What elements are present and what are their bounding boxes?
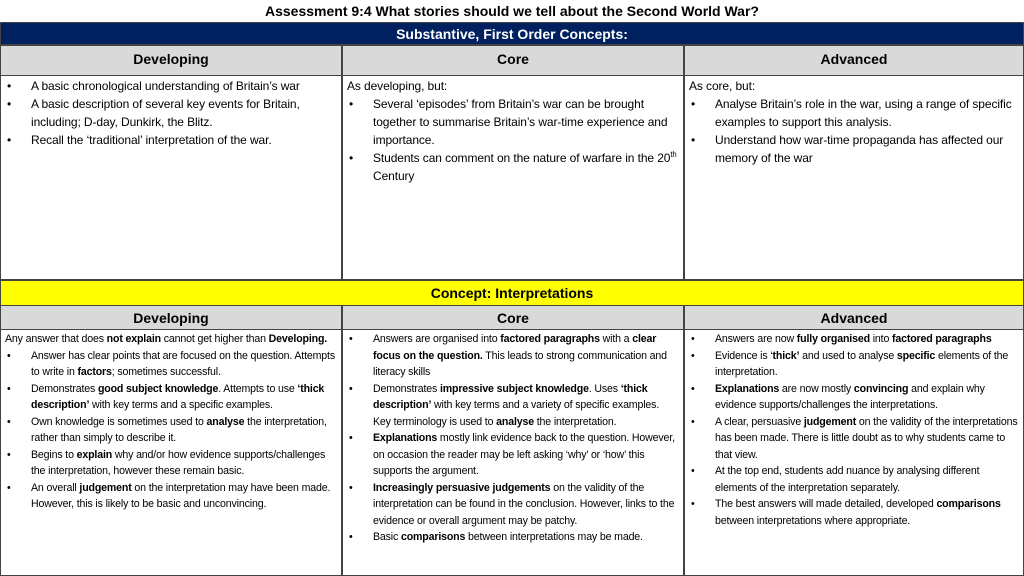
text: Basic [373,531,401,543]
list-item [689,95,1019,131]
header-advanced: Advanced [684,45,1024,76]
bold-text: analyse [496,415,534,428]
bold-text: Explanations [715,382,780,395]
bullet-icon: • [691,333,695,345]
bullet-list [689,331,1019,529]
text: on the validity of the interpretation can be found in the conclusion. However, links to the evidence or overall argument may be patchy. [373,481,675,527]
bullet-list [5,77,337,149]
text: At the top end, students add nuance by analysing different elements of the interpretation separately. [715,465,980,494]
bullet-icon: • [691,465,695,477]
text: th [670,150,677,159]
text: Own knowledge is sometimes used to [31,415,207,428]
text: As developing, but: [347,79,448,93]
list-item [5,95,337,131]
bullet-icon: • [7,481,11,494]
bullet-list [5,348,337,513]
substantive-concepts-banner: Substantive, First Order Concepts: [0,22,1024,45]
bullet-icon: • [7,382,11,395]
list-item [347,381,679,431]
text: Students can comment on the nature of warfare in the 20 [373,151,671,165]
bullet-icon: • [349,151,354,165]
bold-text: analyse [206,415,245,428]
list-item [347,529,679,546]
concepts-header-row [0,45,1024,76]
bullet-icon: • [7,97,12,111]
concepts-advanced-cell [684,76,1024,280]
list-item [689,348,1019,381]
list-item [347,149,679,185]
text: with key terms and a specific examples. [89,399,273,411]
list-item [5,381,337,414]
list-item [689,463,1019,496]
text: Demonstrates [373,382,440,395]
text: and used to analyse [799,349,897,362]
bold-text: factored paragraphs [891,333,992,345]
bullet-icon: • [7,133,12,147]
bold-text: factors [77,366,112,378]
cell-intro [689,77,1019,95]
concepts-developing-cell [0,76,342,280]
text: Begins to [31,448,77,461]
bullet-icon: • [349,333,353,345]
text: into [869,333,892,345]
list-item [5,348,337,381]
interpretations-core-cell [342,330,684,576]
bullet-icon: • [691,349,695,362]
text: mostly link evidence back to the question. However, on occasion the reader may be left asking ‘why’ or ‘how’ this supports the argument. [373,432,675,477]
cell-intro [347,77,679,95]
text: cannot get higher than [160,333,269,345]
text: Answers are now [715,333,797,345]
bullet-icon: • [7,79,12,93]
header-developing: Developing [0,306,342,330]
bold-text: specific [896,349,936,362]
interpretations-header-row [0,306,1024,330]
bold-text: thick’ [772,349,800,362]
list-item [347,430,679,480]
text: A basic chronological understanding of Britain’s war [31,79,300,93]
text: Answer has clear points that are focused on the question. Attempts to write in [31,349,335,378]
text: A clear, persuasive [715,415,804,428]
header-advanced: Advanced [684,306,1024,330]
interpretations-body-row [0,330,1024,576]
list-item [689,414,1019,464]
bullet-list [689,95,1019,167]
bullet-icon: • [349,382,353,395]
text: The best answers will made detailed, developed [715,498,937,510]
text: on the validity of the interpretations has been made. There is little doubt as to why students came to that view. [715,415,1018,461]
text: As core, but: [689,79,756,93]
bold-text: judgement [803,415,857,428]
bold-text: comparisons [400,531,466,543]
header-developing: Developing [0,45,342,76]
list-item [5,447,337,480]
bold-text: good subject knowledge [97,382,219,395]
bullet-icon: • [349,432,353,444]
header-core: Core [342,306,684,330]
text: Analyse Britain’s role in the war, using a range of specific examples to support this analysis. [715,97,1012,129]
bullet-icon: • [691,498,695,510]
text: Demonstrates [31,382,98,395]
text: on the interpretation may have been made. However, this is likely to be basic and unconvincing. [31,481,331,510]
bold-text: not explain [106,333,161,345]
text: . Attempts to use [218,382,298,395]
bullet-icon: • [7,448,11,461]
list-item [347,331,679,381]
text: Answers are organised into [373,333,501,345]
bold-text: explain [76,448,113,461]
bold-text: convincing [853,382,909,395]
list-item [689,496,1019,529]
text: the interpretation. [533,415,617,428]
bullet-icon: • [349,531,353,543]
text: An overall [31,481,80,494]
text: This leads to strong communication and literacy skills [373,349,667,378]
text: A basic description of several key events for Britain, including; D-day, Dunkirk, the Blitz. [31,97,300,129]
text: between interpretations may be made. [465,531,643,543]
bullet-icon: • [7,415,11,428]
text: between interpretations where appropriate. [715,514,911,527]
text: Any answer that does [5,333,107,345]
text: with a [599,333,633,345]
bullet-icon: • [691,415,695,428]
bold-text: comparisons [936,498,1001,510]
concepts-core-cell [342,76,684,280]
text: the interpretation, rather than simply to describe it. [31,415,327,444]
list-item [689,381,1019,414]
header-core: Core [342,45,684,76]
bold-text: Developing. [268,333,328,345]
list-item [347,480,679,530]
text: with key terms and a variety of specific examples. Key terminology is used to [373,399,660,428]
text: ; sometimes successful. [111,366,221,378]
interpretations-developing-cell [0,330,342,576]
list-item [347,95,679,149]
bold-text: Increasingly persuasive judgements [373,481,551,494]
list-item [5,77,337,95]
assessment-title: Assessment 9:4 What stories should we tell about the Second World War? [265,3,759,19]
text: why and/or how evidence supports/challenges the interpretation, however these remain basic. [31,448,326,477]
list-item [5,480,337,513]
text: are now mostly [779,382,854,395]
bullet-icon: • [7,349,11,362]
bold-text: ‘thick description’ [31,382,325,411]
bold-text: impressive subject knowledge [439,382,589,395]
bullet-icon: • [691,133,696,147]
concepts-body-row [0,76,1024,280]
bullet-icon: • [349,481,353,494]
bullet-list [347,331,679,546]
bold-text: ‘thick description’ [373,382,648,411]
text: . Uses [588,382,621,395]
text: Evidence is ‘ [715,349,773,362]
text: Recall the ‘traditional’ interpretation of the war. [31,133,272,147]
bold-text: Explanations [373,432,438,444]
bullet-list [347,95,679,185]
list-item [5,131,337,149]
bold-text: factored paragraphs [500,333,600,345]
cell-intro [5,331,337,348]
text: Century [373,169,415,183]
interpretations-banner: Concept: Interpretations [0,280,1024,306]
bold-text: fully organised [796,333,870,345]
interpretations-advanced-cell [684,330,1024,576]
bullet-icon: • [691,382,695,395]
bold-text: judgement [79,481,132,494]
list-item [5,414,337,447]
text: Understand how war-time propaganda has affected our memory of the war [715,133,1004,165]
text: Several ‘episodes’ from Britain’s war can be brought together to summarise Britain’s war-time experience and importance. [373,97,668,147]
text: and explain why evidence supports/challenges the interpretations. [715,382,985,411]
bullet-icon: • [349,97,354,111]
bold-text: clear focus on the question. [373,333,657,362]
list-item [689,131,1019,167]
text: elements of the interpretation. [715,349,1009,378]
list-item [689,331,1019,348]
bullet-icon: • [691,97,696,111]
